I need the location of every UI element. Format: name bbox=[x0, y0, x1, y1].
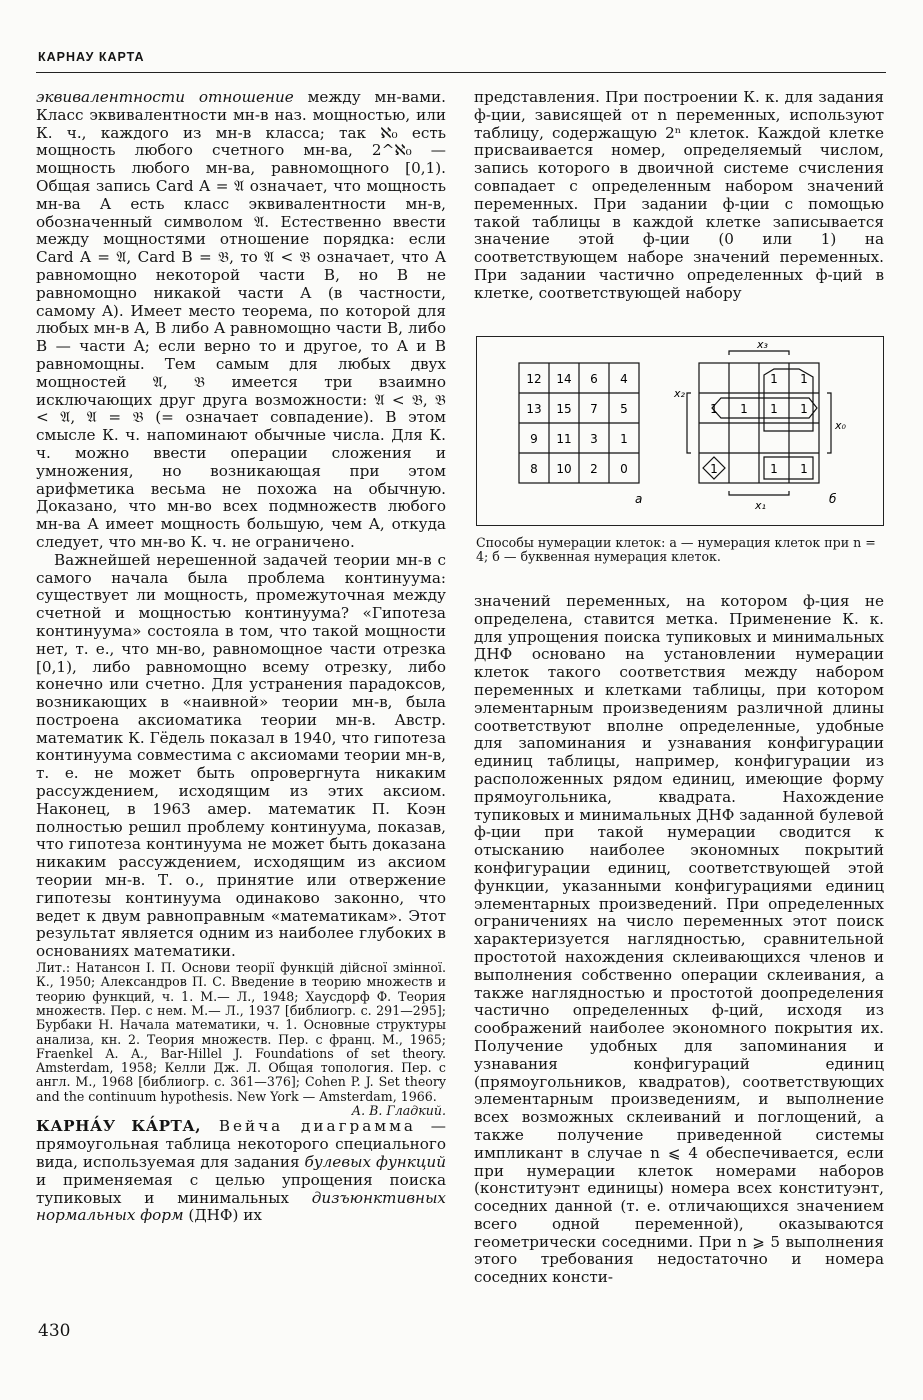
grid-a-cell-1-0: 13 bbox=[526, 402, 542, 416]
right-column-top bbox=[474, 89, 884, 303]
grid-b-cell-3-3: 1 bbox=[800, 462, 808, 476]
var-x1-label: x₁ bbox=[755, 499, 766, 512]
grid-b-cell-1-2: 1 bbox=[770, 402, 778, 416]
entry-headword: КАРНА́У КА́РТА, bbox=[36, 1117, 202, 1136]
grid-a-cell-0-0: 12 bbox=[526, 372, 542, 386]
grid-b-cell-1-0: 1 bbox=[710, 402, 718, 416]
header-rule bbox=[36, 72, 886, 73]
grid-a-cell-2-3: 1 bbox=[620, 432, 628, 446]
entry-karnaugh-map bbox=[36, 1118, 446, 1225]
bracket-x2 bbox=[687, 393, 691, 453]
var-x3-label: x₃ bbox=[757, 338, 768, 351]
literature-text: Лит.: Натансон І. П. Основи теорії функцій дійсної змінної. К., 1950; Александров П. С. Введение в теорию множеств и теорию функций, ч. 1. М.— Л., 1948; Хаусдорф Ф. Теория множеств. Пер. с нем. М.— Л., 1937 [библиогр. с. 291—295]; Бурбаки Н. Начала математики, ч. 1. Основные структуры анализа, кн. 2. Теория множеств. Пер. с франц. М., 1965; Fraenkel A. A., Bar-Hillel J. Foundations of set theory. Amsterdam, 1958; Келли Дж. Л. Общая топология. Пер. с англ. М., 1968 [библиогр. с. 361—376]; Cohen P. J. Set theory and the continuum hypothesis. New York — Amsterdam, 1966. bbox=[36, 960, 446, 1104]
grid-a-cell-1-2: 7 bbox=[590, 402, 598, 416]
running-header: КАРНАУ КАРТА bbox=[38, 50, 145, 64]
grid-a-cell-0-3: 4 bbox=[620, 372, 628, 386]
grid-a-cell-2-2: 3 bbox=[590, 432, 598, 446]
grid-b-cell-3-0: 1 bbox=[710, 462, 718, 476]
karnaugh-figure-svg bbox=[477, 337, 883, 525]
left-paragraph-2: Важнейшей нерешенной задачей теории мн-в с самого начала была проблема континуума: существует ли мощность, промежуточная между счетной и мощностью континуума? «Гипотеза континуума» состояла в том, что такой мощности нет, т. е., что мн-во, равномощное части отрезка [0,1), либо равномощно всему отрезку, либо конечно или счетно. Для устранения парадоксов, возникающих в «наивной» теории мн-в, была построена аксиоматика теории мн-в. Австр. математик К. Гёдель показал в 1940, что гипотеза континуума совместима с аксиомами теории мн-в, т. е. не может быть опровергнута никаким рассуждением, исходящим из этих аксиом. Наконец, в 1963 амер. математик П. Коэн полностью решил проблему континуума, показав, что гипотеза континуума не может быть доказана никаким рассуждением, исходящим из аксиом теории мн-в. Т. о., принятие или отвержение гипотезы континуума одинаково законно, что ведет к двум равноправным «математикам». Этот результат является одним из наиболее глубоких в основаниях математики. bbox=[36, 550, 446, 961]
bracket-x1 bbox=[729, 491, 789, 495]
entry-text-3: (ДНФ) их bbox=[183, 1206, 262, 1225]
figure-caption: Способы нумерации клеток: а — нумерация клеток при n = 4; б — буквенная нумерация клеток. bbox=[476, 535, 876, 564]
bracket-x0 bbox=[827, 393, 831, 453]
bracket-x3 bbox=[729, 351, 789, 355]
grid-b-cell-3-2: 1 bbox=[770, 462, 778, 476]
grid-b bbox=[687, 351, 831, 495]
label-a: а bbox=[635, 492, 643, 506]
left-column bbox=[36, 89, 446, 1225]
right-paragraph-top: представления. При построении К. к. для задания ф-ции, зависящей от n переменных, используют таблицу, содержащую 2ⁿ клеток. Каждой клетке присваивается номер, определяемый числом, запись которого в двоичной системе счисления совпадает с определенным набором значений переменных. При задании ф-ции с помощью такой таблицы в каждой клетке записывается значение этой ф-ции (0 или 1) на соответствующем наборе значений переменных. При задании частично определенных ф-ций в клетке, соответствующей набору bbox=[474, 88, 884, 302]
grid-a-numbers bbox=[526, 372, 627, 476]
page-number: 430 bbox=[38, 1321, 71, 1341]
grid-b-cell-1-1: 1 bbox=[740, 402, 748, 416]
grid-a-cell-2-0: 9 bbox=[530, 432, 538, 446]
entry-synonym: Вейча диаграмма bbox=[201, 1117, 416, 1136]
grid-a-cell-1-3: 5 bbox=[620, 402, 628, 416]
right-paragraph-bottom: значений переменных, на котором ф-ция не определена, ставится метка. Применение К. к. для упрощения поиска тупиковых и минимальных ДНФ основано на установлении нумерации клеток такого соответствия между набором переменных и клетками таблицы, при котором элементарным произведениям различной длины соответствуют вполне определенные, удобные для запоминания и узнавания конфигурации единиц таблицы, например, конфигурации из расположенных рядом единиц, имеющие форму прямоугольника, квадрата. Нахождение тупиковых и минимальных ДНФ заданной булевой ф-ции при такой нумерации сводится к отысканию наиболее экономных покрытий конфигурации единиц, соответствующей этой функции, указанными конфигурациями единиц элементарных произведений. При определенных ограничениях на число переменных этот поиск характеризуется наглядностью, сравнительной простотой нахождения склеивающихся членов и выполнения собственно операции склеивания, а также наглядностью и простотой доопределения частично определенных ф-ций, исходя из соображений наиболее экономного покрытия их. Получение удобных для запоминания и узнавания конфигураций единиц (прямоугольников, квадратов), соответствующих элементарным произведениям, и выполнение всех возможных склеиваний и поглощений, а также получение приведенной системы импликант в случае n ⩽ 4 обеспечивается, если при нумерации клеток номерами наборов (конституэнт единицы) номера всех конституэнт, соседних данной (т. е. отличающихся значением всего одной переменной), оказываются геометрически соседними. При n ⩾ 5 выполнения этого требования недостаточно и номера соседних консти- bbox=[474, 592, 884, 1287]
karnaugh-figure bbox=[476, 336, 884, 526]
left-paragraph-1 bbox=[36, 89, 446, 552]
entry-text-2: и применяемая с целью упрощения поиска тупиковых и минимальных bbox=[36, 1170, 446, 1207]
link-dnf: дизъюнктивных нормальных форм bbox=[36, 1188, 446, 1225]
grid-a-cell-3-3: 0 bbox=[620, 462, 628, 476]
label-b: б bbox=[829, 492, 837, 506]
grid-a-cell-0-1: 14 bbox=[556, 372, 572, 386]
var-x0-label: x₀ bbox=[835, 419, 846, 432]
entry-text-1: — прямоугольная таблица некоторого специального вида, используемая для задания bbox=[36, 1117, 446, 1171]
grid-b-cell-0-3: 1 bbox=[800, 372, 808, 386]
grid-a-cell-0-2: 6 bbox=[590, 372, 598, 386]
grid-a-cell-1-1: 15 bbox=[556, 402, 572, 416]
right-column-bottom bbox=[474, 593, 884, 1287]
grid-a-cell-2-1: 11 bbox=[556, 432, 572, 446]
grid-b-cell-1-3: 1 bbox=[800, 402, 808, 416]
literature-list bbox=[36, 961, 446, 1118]
grid-a-cell-3-2: 2 bbox=[590, 462, 598, 476]
italic-term: эквивалентности отношение bbox=[36, 88, 294, 106]
left-paragraph-1-text: между мн-вами. Класс эквивалентности мн-в наз. мощностью, или К. ч., каждого из мн-в класса; так ℵ₀ есть мощность любого счетного мн-ва, 2^ℵ₀ — мощность любого мн-ва, равномощного [0,1). Общая запись Card A = 𝔄 означает, что мощность мн-ва A есть класс эквивалентности мн-в, обозначенный символом 𝔄. Естественно ввести между мощностями отношение порядка: если Card A = 𝔄, Card B = 𝔅, то 𝔄 < 𝔅 означает, что A равномощно некоторой части B, но B не равномощно никакой части A (в частности, самому A). Имеет место теорема, по которой для любых мн-в A, B либо A равномощно части B, либо B — части A; если верно то и другое, то A и B равномощны. Тем самым для любых двух мощностей 𝔄, 𝔅 имеется три взаимно исключающих друг друга возможности: 𝔄 < 𝔅, 𝔅 < 𝔄, 𝔄 = 𝔅 (= означает совпадение). В этом смысле К. ч. напоминают обычные числа. Для К. ч. можно ввести операции сложения и умножения, но возникающая при этом арифметика весьма не похожа на обычную. Доказано, что мн-во всех подмножеств любого мн-ва A имеет мощность большую, чем A, откуда следует, что мн-во К. ч. не ограничено. bbox=[36, 88, 446, 551]
grid-a-cell-3-0: 8 bbox=[530, 462, 538, 476]
link-boolean-functions: булевых функций bbox=[304, 1152, 446, 1171]
author-signature: А. В. Гладкий. bbox=[351, 1103, 446, 1119]
grid-a-cell-3-1: 10 bbox=[556, 462, 572, 476]
grid-b-cell-0-2: 1 bbox=[770, 372, 778, 386]
var-x2-label: x₂ bbox=[674, 387, 685, 400]
